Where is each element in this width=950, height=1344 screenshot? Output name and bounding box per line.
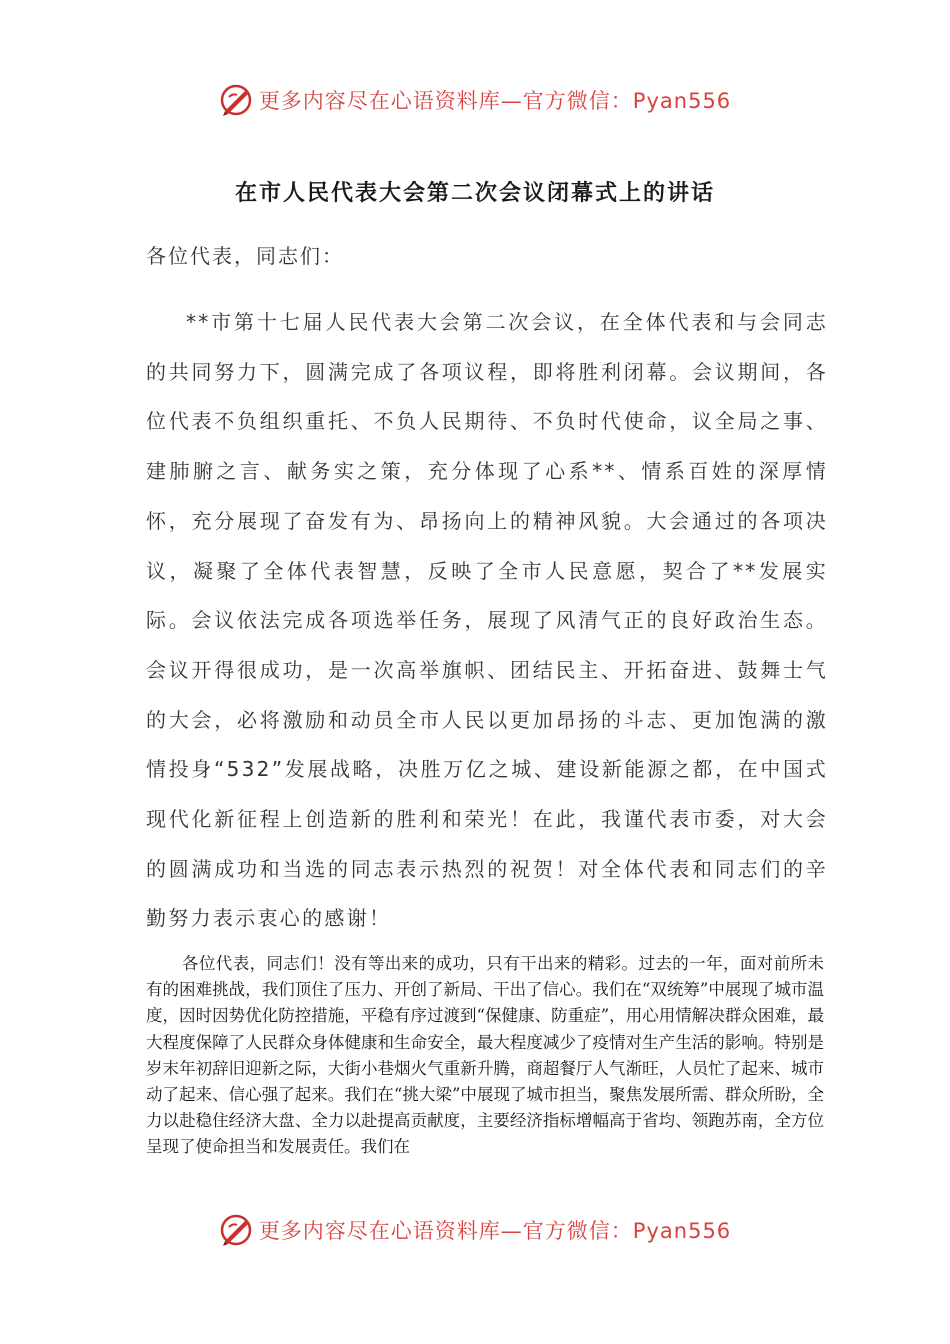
banner-text: 更多内容尽在心语资料库—官方微信：Pyan556 xyxy=(258,1219,732,1243)
pen-logo-icon xyxy=(219,1213,253,1247)
banner-text: 更多内容尽在心语资料库—官方微信：Pyan556 xyxy=(258,89,732,113)
pen-logo-icon xyxy=(219,83,253,117)
page-title: 在市人民代表大会第二次会议闭幕式上的讲话 xyxy=(234,181,715,206)
footer-banner xyxy=(0,1210,950,1250)
body-paragraph-1: **市第十七届人民代表大会第二次会议，在全体代表和与会同志的共同努力下，圆满完成了各项议程，即将胜利闭幕。会议期间，各位代表不负组织重托、不负人民期待、不负时代使命，议全局之事、建肺腑之言、献务实之策，充分体现了心系**、情系百姓的深厚情怀，充分展现了奋发有为、昂扬向上的精神风貌。大会通过的各项决议，凝聚了全体代表智慧，反映了全市人民意愿，契合了**发展实际。会议依法完成各项选举任务，展现了风清气正的良好政治生态。会议开得很成功，是一次高举旗帜、团结民主、开拓奋进、鼓舞士气的大会，必将激励和动员全市人民以更加昂扬的斗志、更加饱满的激情投身“532”发展战略，决胜万亿之城、建设新能源之都，在中国式现代化新征程上创造新的胜利和荣光！在此，我谨代表市委，对大会的圆满成功和当选的同志表示热烈的祝贺！对全体代表和同志们的辛勤努力表示衷心的感谢！ xyxy=(146,310,828,931)
salutation: 各位代表，同志们： xyxy=(146,244,344,268)
body-paragraph-2: 各位代表，同志们！没有等出来的成功，只有干出来的精彩。过去的一年，面对前所未有的困难挑战，我们顶住了压力、开创了新局、干出了信心。我们在“双统筹”中展现了城市温度，因时因势优化防控措施，平稳有序过渡到“保健康、防重症”，用心用情解决群众困难，最大程度保障了人民群众身体健康和生命安全，最大程度减少了疫情对生产生活的影响。特别是岁末年初辞旧迎新之际，大街小巷烟火气重新升腾，商超餐厅人气渐旺，人员忙了起来、城市动了起来、信心强了起来。我们在“挑大梁”中展现了城市担当，聚焦发展所需、群众所盼，全力以赴稳住经济大盘、全力以赴提高贡献度，主要经济指标增幅高于省均、领跑苏南，全方位呈现了使命担当和发展责任。我们在 xyxy=(146,954,824,1157)
header-banner xyxy=(0,80,950,120)
